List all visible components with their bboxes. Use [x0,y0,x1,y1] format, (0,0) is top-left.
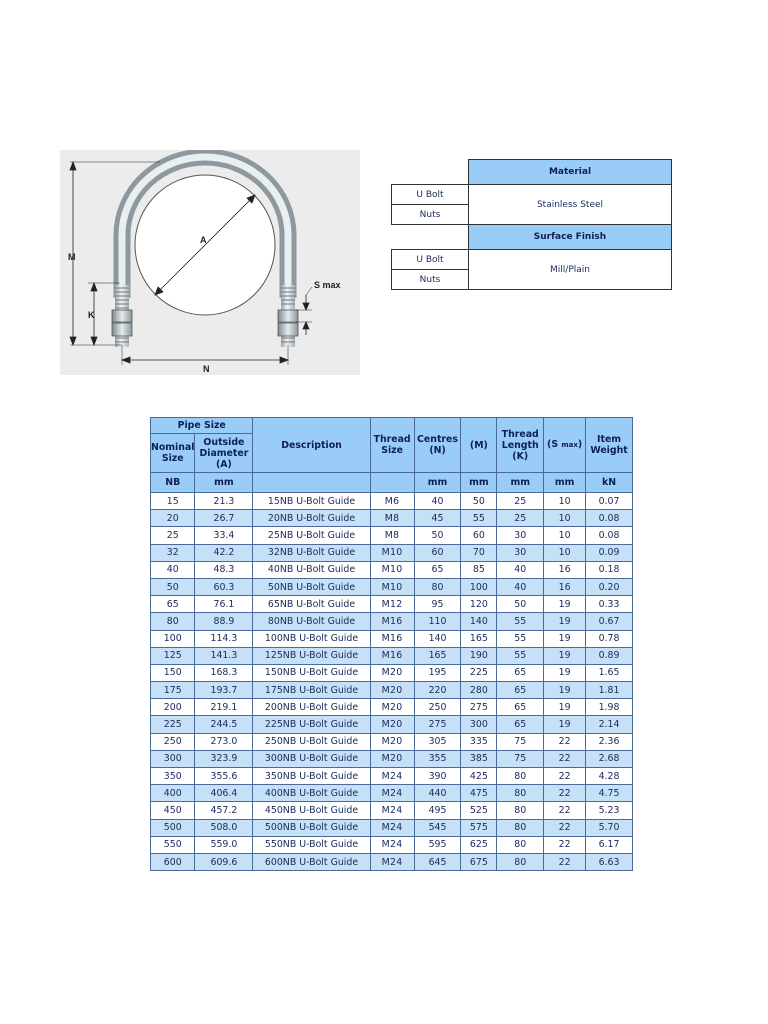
thread-length-cell: 75 [497,733,544,750]
centres-cell: 305 [414,733,461,750]
m-cell: 300 [461,716,497,733]
material-value: Stainless Steel [469,185,672,225]
thread-size-cell: M8 [370,510,414,527]
s-max-header-suffix: ) [577,439,583,450]
nominal-size-cell: 300 [151,750,195,767]
thread-length-cell: 55 [497,630,544,647]
weight-cell: 1.81 [586,682,633,699]
thread-size-cell: M10 [370,561,414,578]
table-row [151,527,633,544]
outside-diameter-cell: 76.1 [195,596,253,613]
s-max-header [544,418,586,473]
centres-cell: 390 [414,768,461,785]
centres-cell: 355 [414,750,461,767]
centres-cell: 645 [414,853,461,870]
thread-length-cell: 30 [497,527,544,544]
nominal-size-cell: 32 [151,544,195,561]
outside-diameter-cell: 33.4 [195,527,253,544]
description-cell: 350NB U-Bolt Guide [253,768,370,785]
outside-diameter-cell: 26.7 [195,510,253,527]
outside-diameter-cell: 244.5 [195,716,253,733]
m-cell: 335 [461,733,497,750]
thread-size-cell: M20 [370,733,414,750]
finish-value: Mill/Plain [469,250,672,290]
s-max-cell: 22 [544,785,586,802]
centres-cell: 80 [414,578,461,595]
s-max-header-sub: max [561,441,578,449]
outside-diameter-cell: 457.2 [195,802,253,819]
dim-label-m: M [68,252,76,262]
s-max-cell: 19 [544,664,586,681]
s-max-cell: 19 [544,699,586,716]
description-cell: 25NB U-Bolt Guide [253,527,370,544]
centres-cell: 165 [414,647,461,664]
s-max-cell: 19 [544,613,586,630]
table-row [151,802,633,819]
outside-diameter-cell: 168.3 [195,664,253,681]
s-max-cell: 19 [544,716,586,733]
m-cell: 190 [461,647,497,664]
thread-size-header: Thread Size [370,418,414,473]
thread-length-cell: 80 [497,802,544,819]
weight-cell: 6.63 [586,853,633,870]
thread-size-cell: M8 [370,527,414,544]
nominal-size-cell: 65 [151,596,195,613]
centres-cell: 440 [414,785,461,802]
m-cell: 100 [461,578,497,595]
m-cell: 425 [461,768,497,785]
unit-od: mm [195,473,253,493]
thread-length-cell: 80 [497,785,544,802]
nominal-size-cell: 50 [151,578,195,595]
material-ubolt-label: U Bolt [392,185,469,205]
description-cell: 20NB U-Bolt Guide [253,510,370,527]
table-row [151,630,633,647]
description-cell: 50NB U-Bolt Guide [253,578,370,595]
s-max-cell: 22 [544,819,586,836]
thread-size-cell: M16 [370,647,414,664]
nominal-size-cell: 15 [151,493,195,510]
thread-size-cell: M24 [370,802,414,819]
table-row [151,853,633,870]
spec-table-body [151,493,633,871]
weight-cell: 0.20 [586,578,633,595]
s-max-cell: 22 [544,750,586,767]
nominal-size-cell: 400 [151,785,195,802]
thread-size-cell: M24 [370,819,414,836]
thread-size-cell: M10 [370,578,414,595]
m-cell: 525 [461,802,497,819]
nominal-size-cell: 450 [151,802,195,819]
pipe-size-header: Pipe Size [151,418,253,434]
thread-size-cell: M24 [370,853,414,870]
table-row [151,716,633,733]
weight-cell: 2.68 [586,750,633,767]
thread-size-cell: M24 [370,768,414,785]
description-cell: 125NB U-Bolt Guide [253,647,370,664]
thread-size-cell: M6 [370,493,414,510]
m-cell: 675 [461,853,497,870]
thread-length-cell: 25 [497,493,544,510]
outside-diameter-cell: 48.3 [195,561,253,578]
m-cell: 50 [461,493,497,510]
description-cell: 65NB U-Bolt Guide [253,596,370,613]
m-cell: 275 [461,699,497,716]
unit-centres: mm [414,473,461,493]
m-cell: 575 [461,819,497,836]
thread-size-cell: M24 [370,785,414,802]
description-cell: 250NB U-Bolt Guide [253,733,370,750]
nuts-left [112,310,132,336]
nominal-size-cell: 225 [151,716,195,733]
description-cell: 80NB U-Bolt Guide [253,613,370,630]
centres-cell: 45 [414,510,461,527]
nominal-size-cell: 80 [151,613,195,630]
dim-label-n: N [203,364,210,374]
material-header: Material [469,160,672,185]
item-weight-header: Item Weight [586,418,633,473]
centres-cell: 595 [414,836,461,853]
weight-cell: 0.89 [586,647,633,664]
m-cell: 60 [461,527,497,544]
unit-s-max: mm [544,473,586,493]
s-max-cell: 19 [544,647,586,664]
outside-diameter-cell: 508.0 [195,819,253,836]
nominal-size-cell: 150 [151,664,195,681]
table-row [151,733,633,750]
weight-cell: 0.09 [586,544,633,561]
centres-cell: 60 [414,544,461,561]
thread-size-cell: M20 [370,750,414,767]
weight-cell: 5.23 [586,802,633,819]
centres-header: Centres (N) [414,418,461,473]
outside-diameter-cell: 406.4 [195,785,253,802]
m-header: (M) [461,418,497,473]
spec-table [150,417,633,871]
outside-diameter-cell: 559.0 [195,836,253,853]
nominal-size-cell: 100 [151,630,195,647]
table-row [151,664,633,681]
weight-cell: 0.78 [586,630,633,647]
outside-diameter-cell: 141.3 [195,647,253,664]
s-max-cell: 10 [544,493,586,510]
s-max-cell: 16 [544,578,586,595]
thread-size-cell: M12 [370,596,414,613]
thread-length-cell: 65 [497,699,544,716]
unit-thread-length: mm [497,473,544,493]
s-max-cell: 10 [544,527,586,544]
m-cell: 120 [461,596,497,613]
nominal-size-cell: 25 [151,527,195,544]
table-row [151,682,633,699]
m-cell: 85 [461,561,497,578]
dim-label-k: K [88,310,95,320]
nominal-size-cell: 200 [151,699,195,716]
outside-diameter-cell: 114.3 [195,630,253,647]
weight-cell: 6.17 [586,836,633,853]
s-max-cell: 19 [544,682,586,699]
weight-cell: 2.14 [586,716,633,733]
thread-length-cell: 80 [497,836,544,853]
thread-length-header: Thread Length (K) [497,418,544,473]
thread-length-cell: 65 [497,664,544,681]
m-cell: 475 [461,785,497,802]
table-row [151,544,633,561]
weight-cell: 0.33 [586,596,633,613]
weight-cell: 0.07 [586,493,633,510]
thread-size-cell: M16 [370,613,414,630]
table-row [151,561,633,578]
finish-header: Surface Finish [469,225,672,250]
thread-length-cell: 30 [497,544,544,561]
description-cell: 40NB U-Bolt Guide [253,561,370,578]
thread-length-cell: 75 [497,750,544,767]
s-max-cell: 10 [544,510,586,527]
s-max-cell: 22 [544,768,586,785]
outside-diameter-cell: 323.9 [195,750,253,767]
nominal-size-cell: 175 [151,682,195,699]
s-max-cell: 16 [544,561,586,578]
outside-diameter-header: Outside Diameter (A) [195,434,253,473]
table-row [151,510,633,527]
description-cell: 600NB U-Bolt Guide [253,853,370,870]
nominal-size-cell: 40 [151,561,195,578]
thread-length-cell: 25 [497,510,544,527]
u-bolt-diagram [60,150,360,375]
dim-label-a: A [200,235,207,245]
table-row [151,836,633,853]
weight-cell: 0.08 [586,510,633,527]
centres-cell: 40 [414,493,461,510]
thread-length-cell: 40 [497,578,544,595]
table-row [151,493,633,510]
m-cell: 280 [461,682,497,699]
thread-length-cell: 55 [497,613,544,630]
description-cell: 300NB U-Bolt Guide [253,750,370,767]
s-max-header-prefix: (S [547,439,559,450]
thread-size-cell: M20 [370,716,414,733]
thread-length-cell: 55 [497,647,544,664]
description-cell: 32NB U-Bolt Guide [253,544,370,561]
description-cell: 200NB U-Bolt Guide [253,699,370,716]
outside-diameter-cell: 193.7 [195,682,253,699]
thread-size-cell: M20 [370,664,414,681]
thread-length-cell: 80 [497,853,544,870]
s-max-cell: 22 [544,802,586,819]
table-row [151,785,633,802]
centres-cell: 50 [414,527,461,544]
weight-cell: 1.98 [586,699,633,716]
thread-length-cell: 40 [497,561,544,578]
centres-cell: 495 [414,802,461,819]
material-table [391,159,672,290]
weight-cell: 0.08 [586,527,633,544]
description-cell: 225NB U-Bolt Guide [253,716,370,733]
m-cell: 385 [461,750,497,767]
dim-label-smax: S max [314,280,341,290]
m-cell: 140 [461,613,497,630]
nominal-size-cell: 125 [151,647,195,664]
outside-diameter-cell: 88.9 [195,613,253,630]
s-max-cell: 19 [544,630,586,647]
thread-size-cell: M24 [370,836,414,853]
thread-length-cell: 80 [497,819,544,836]
description-cell: 450NB U-Bolt Guide [253,802,370,819]
outside-diameter-cell: 609.6 [195,853,253,870]
table-row [151,578,633,595]
outside-diameter-cell: 355.6 [195,768,253,785]
description-cell: 150NB U-Bolt Guide [253,664,370,681]
thread-size-cell: M10 [370,544,414,561]
outside-diameter-cell: 219.1 [195,699,253,716]
nominal-size-cell: 550 [151,836,195,853]
outside-diameter-cell: 21.3 [195,493,253,510]
finish-ubolt-label: U Bolt [392,250,469,270]
table-row [151,750,633,767]
centres-cell: 65 [414,561,461,578]
weight-cell: 4.28 [586,768,633,785]
nuts-right [278,310,298,336]
thread-length-cell: 65 [497,716,544,733]
centres-cell: 110 [414,613,461,630]
s-max-cell: 22 [544,733,586,750]
table-row [151,699,633,716]
s-max-cell: 19 [544,596,586,613]
thread-length-cell: 80 [497,768,544,785]
m-cell: 55 [461,510,497,527]
table-row [151,596,633,613]
m-cell: 625 [461,836,497,853]
description-cell: 550NB U-Bolt Guide [253,836,370,853]
centres-cell: 195 [414,664,461,681]
weight-cell: 1.65 [586,664,633,681]
nominal-size-cell: 250 [151,733,195,750]
m-cell: 70 [461,544,497,561]
description-cell: 15NB U-Bolt Guide [253,493,370,510]
weight-cell: 0.18 [586,561,633,578]
description-cell: 500NB U-Bolt Guide [253,819,370,836]
nominal-size-header: Nominal Size [151,434,195,473]
m-cell: 225 [461,664,497,681]
description-cell: 100NB U-Bolt Guide [253,630,370,647]
thread-length-cell: 65 [497,682,544,699]
unit-weight: kN [586,473,633,493]
centres-cell: 220 [414,682,461,699]
weight-cell: 4.75 [586,785,633,802]
outside-diameter-cell: 60.3 [195,578,253,595]
nominal-size-cell: 500 [151,819,195,836]
nominal-size-cell: 350 [151,768,195,785]
table-row [151,647,633,664]
outside-diameter-cell: 273.0 [195,733,253,750]
s-max-cell: 22 [544,853,586,870]
s-max-cell: 22 [544,836,586,853]
unit-nb: NB [151,473,195,493]
table-row [151,613,633,630]
outside-diameter-cell: 42.2 [195,544,253,561]
description-header: Description [253,418,370,473]
thread-size-cell: M16 [370,630,414,647]
centres-cell: 250 [414,699,461,716]
m-cell: 165 [461,630,497,647]
thread-size-cell: M20 [370,699,414,716]
nominal-size-cell: 20 [151,510,195,527]
nominal-size-cell: 600 [151,853,195,870]
thread-size-cell: M20 [370,682,414,699]
table-row [151,768,633,785]
centres-cell: 275 [414,716,461,733]
table-row [151,819,633,836]
finish-nuts-label: Nuts [392,270,469,290]
centres-cell: 545 [414,819,461,836]
weight-cell: 5.70 [586,819,633,836]
unit-m: mm [461,473,497,493]
description-cell: 175NB U-Bolt Guide [253,682,370,699]
s-max-cell: 10 [544,544,586,561]
thread-length-cell: 50 [497,596,544,613]
description-cell: 400NB U-Bolt Guide [253,785,370,802]
weight-cell: 2.36 [586,733,633,750]
centres-cell: 140 [414,630,461,647]
centres-cell: 95 [414,596,461,613]
weight-cell: 0.67 [586,613,633,630]
material-nuts-label: Nuts [392,205,469,225]
